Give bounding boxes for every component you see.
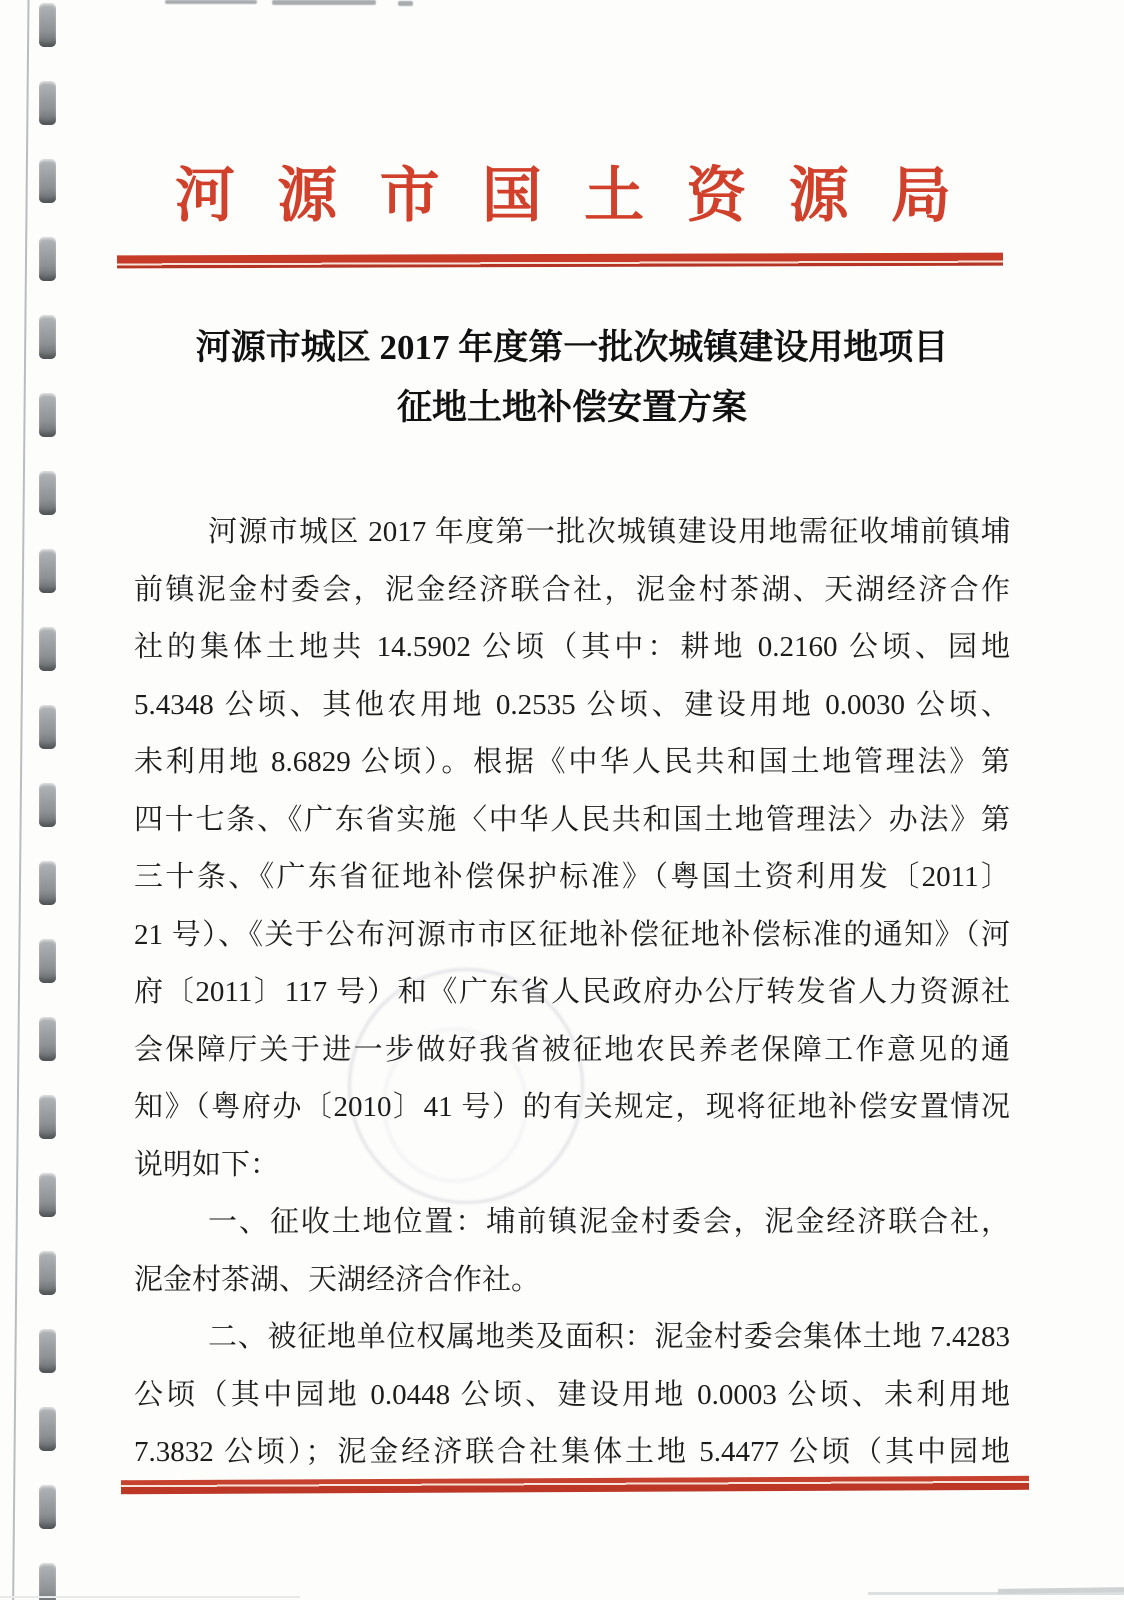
letterhead-agency-title: 河源市国土资源局: [175, 163, 951, 229]
body-line: 会保障厅关于进一步做好我省被征地农民养老保障工作意见的通: [134, 1033, 1010, 1066]
scan-bottom-edge: [0, 1596, 300, 1598]
binding-hole: [39, 1251, 56, 1295]
document-title-line2: 征地土地补偿安置方案: [396, 388, 747, 427]
body-line: 知》（粤府办〔2010〕41 号）的有关规定，现将征地补偿安置情况: [134, 1091, 1010, 1123]
binding-hole: [39, 627, 56, 671]
binding-hole: [39, 783, 56, 827]
body-line: 四十七条、《广东省实施〈中华人民共和国土地管理法〉办法》第: [134, 803, 1010, 836]
scan-artifact: [272, 0, 376, 5]
binding-hole: [39, 705, 56, 749]
page-edge-line: [12, 0, 30, 1600]
binding-hole: [39, 159, 56, 203]
binding-hole: [39, 1407, 56, 1451]
binding-hole: [39, 1095, 56, 1139]
binding-hole: [39, 1017, 56, 1061]
binding-hole: [39, 237, 56, 281]
body-line: 泥金村茶湖、天湖经济合作社。: [134, 1263, 541, 1296]
body-line: 5.4348 公顷、其他农用地 0.2535 公顷、建设用地 0.0030 公顷、: [134, 688, 1010, 721]
binding-hole: [39, 315, 56, 359]
document-body: [134, 504, 1010, 1482]
binding-hole: [39, 3, 56, 47]
document-title-line1: 河源市城区 2017 年度第一批次城镇建设用地项目: [195, 328, 949, 367]
body-line-section-1: 一、征收土地位置：埔前镇泥金村委会，泥金经济联合社，: [208, 1206, 1010, 1238]
body-line-section-2: 二、被征地单位权属地类及面积：泥金村委会集体土地 7.4283: [208, 1321, 1010, 1353]
scan-artifact: [165, 0, 257, 4]
body-line: 三十条、《广东省征地补偿保护标准》（粤国土资利用发〔2011〕: [134, 861, 1010, 893]
binding-hole: [39, 1329, 56, 1373]
body-line: 说明如下：: [134, 1148, 280, 1181]
letterhead-divider-line: [117, 253, 1003, 269]
document-title: [134, 318, 1010, 438]
binding-hole: [39, 471, 56, 515]
binding-hole: [39, 1485, 56, 1529]
scan-artifact: [398, 1, 413, 6]
body-line: 公顷（其中园地 0.0448 公顷、建设用地 0.0003 公顷、未利用地: [134, 1378, 1010, 1411]
binding-hole: [39, 1173, 56, 1217]
binding-hole: [39, 861, 56, 905]
body-line: 21 号）、《关于公布河源市市区征地补偿征地补偿标准的通知》（河: [134, 918, 1010, 951]
binding-hole: [39, 549, 56, 593]
binding-hole: [39, 393, 56, 437]
body-line: 前镇泥金村委会，泥金经济联合社，泥金村茶湖、天湖经济合作: [134, 573, 1010, 606]
binding-hole: [39, 1563, 56, 1600]
body-line: 府〔2011〕117 号）和《广东省人民政府办公厅转发省人力资源社: [134, 976, 1010, 1008]
body-line: 社的集体土地共 14.5902 公顷（其中：耕地 0.2160 公顷、园地: [134, 631, 1010, 663]
body-line: 未利用地 8.6829 公顷）。根据《中华人民共和国土地管理法》第: [134, 746, 1010, 778]
binding-hole: [39, 81, 56, 125]
body-line: 河源市城区 2017 年度第一批次城镇建设用地需征收埔前镇埔: [208, 516, 1010, 548]
binding-hole: [39, 939, 56, 983]
body-line: 7.3832 公顷）；泥金经济联合社集体土地 5.4477 公顷（其中园地: [134, 1436, 1010, 1468]
